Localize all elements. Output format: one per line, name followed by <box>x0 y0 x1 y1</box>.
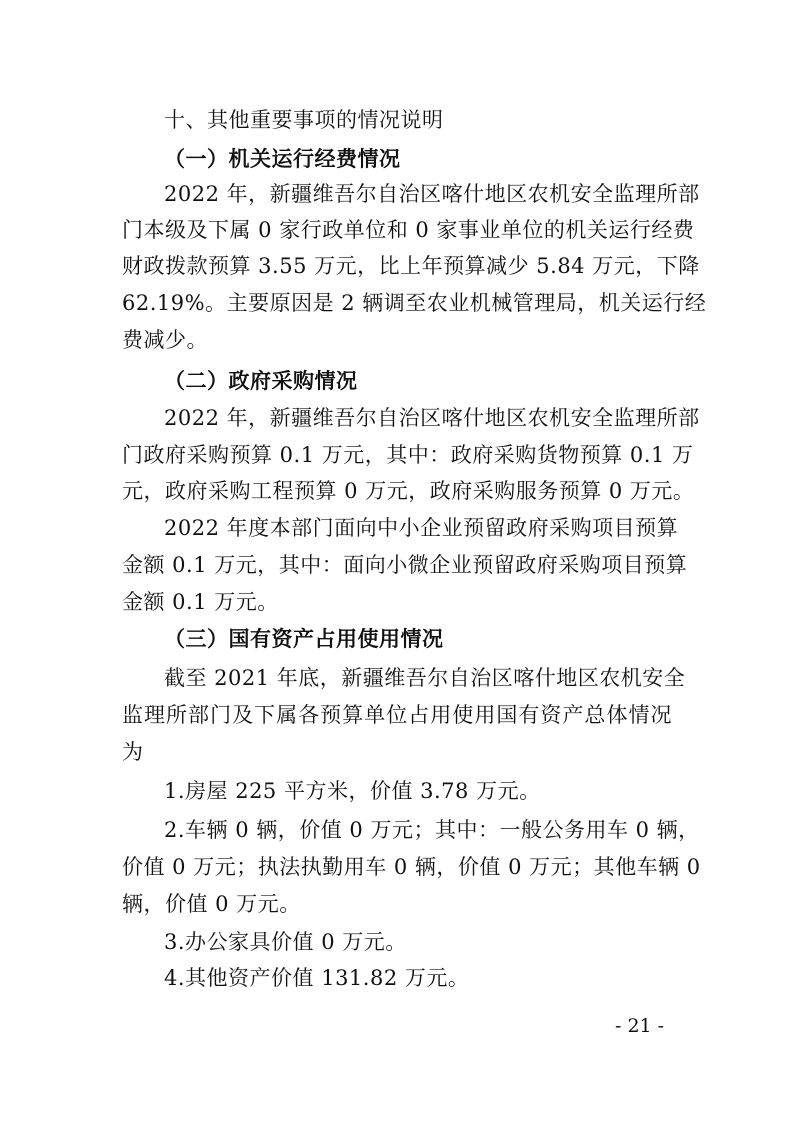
paragraph-line: 辆，价值 0 万元。 <box>122 892 301 916</box>
subsection-heading-operating-expenses: （一）机关运行经费情况 <box>164 146 401 171</box>
subsection-heading-government-procurement: （二）政府采购情况 <box>164 368 358 393</box>
paragraph-line: 费减少。 <box>122 328 208 352</box>
section-title: 十、其他重要事项的情况说明 <box>164 108 444 132</box>
paragraph-line: 2022 年，新疆维吾尔自治区喀什地区农机安全监理所部 <box>164 406 700 430</box>
paragraph-line: 元，政府采购工程预算 0 万元，政府采购服务预算 0 万元。 <box>122 479 695 503</box>
paragraph-line: 金额 0.1 万元。 <box>122 590 279 614</box>
paragraph-line: 监理所部门及下属各预算单位占用使用国有资产总体情况 <box>122 703 672 727</box>
asset-list-item: 2.车辆 0 辆，价值 0 万元；其中：一般公务用车 0 辆， <box>164 818 700 842</box>
paragraph-line: 2022 年度本部门面向中小企业预留政府采购项目预算 <box>164 516 679 540</box>
paragraph-line: 62.19%。主要原因是 2 辆调至农业机械管理局，机关运行经 <box>122 291 707 315</box>
paragraph-line: 金额 0.1 万元，其中：面向小微企业预留政府采购项目预算 <box>122 553 688 577</box>
paragraph-line: 截至 2021 年底，新疆维吾尔自治区喀什地区农机安全 <box>164 666 686 690</box>
asset-list-item: 4.其他资产价值 131.82 万元。 <box>164 966 470 990</box>
paragraph-line: 2022 年，新疆维吾尔自治区喀什地区农机安全监理所部 <box>164 182 700 206</box>
paragraph-line: 财政拨款预算 3.55 万元，比上年预算减少 5.84 万元，下降 <box>122 254 700 278</box>
asset-list-item: 3.办公家具价值 0 万元。 <box>164 930 407 954</box>
subsection-heading-state-assets: （三）国有资产占用使用情况 <box>164 626 444 651</box>
paragraph-line: 价值 0 万元；执法执勤用车 0 辆，价值 0 万元；其他车辆 0 <box>122 855 701 879</box>
paragraph-line: 门政府采购预算 0.1 万元，其中：政府采购货物预算 0.1 万 <box>122 443 694 467</box>
asset-list-item: 1.房屋 225 平方米，价值 3.78 万元。 <box>164 779 541 803</box>
page-number: - 21 - <box>615 1015 665 1037</box>
paragraph-line: 门本级及下属 0 家行政单位和 0 家事业单位的机关运行经费 <box>122 218 695 242</box>
paragraph-line: 为 <box>122 740 144 764</box>
